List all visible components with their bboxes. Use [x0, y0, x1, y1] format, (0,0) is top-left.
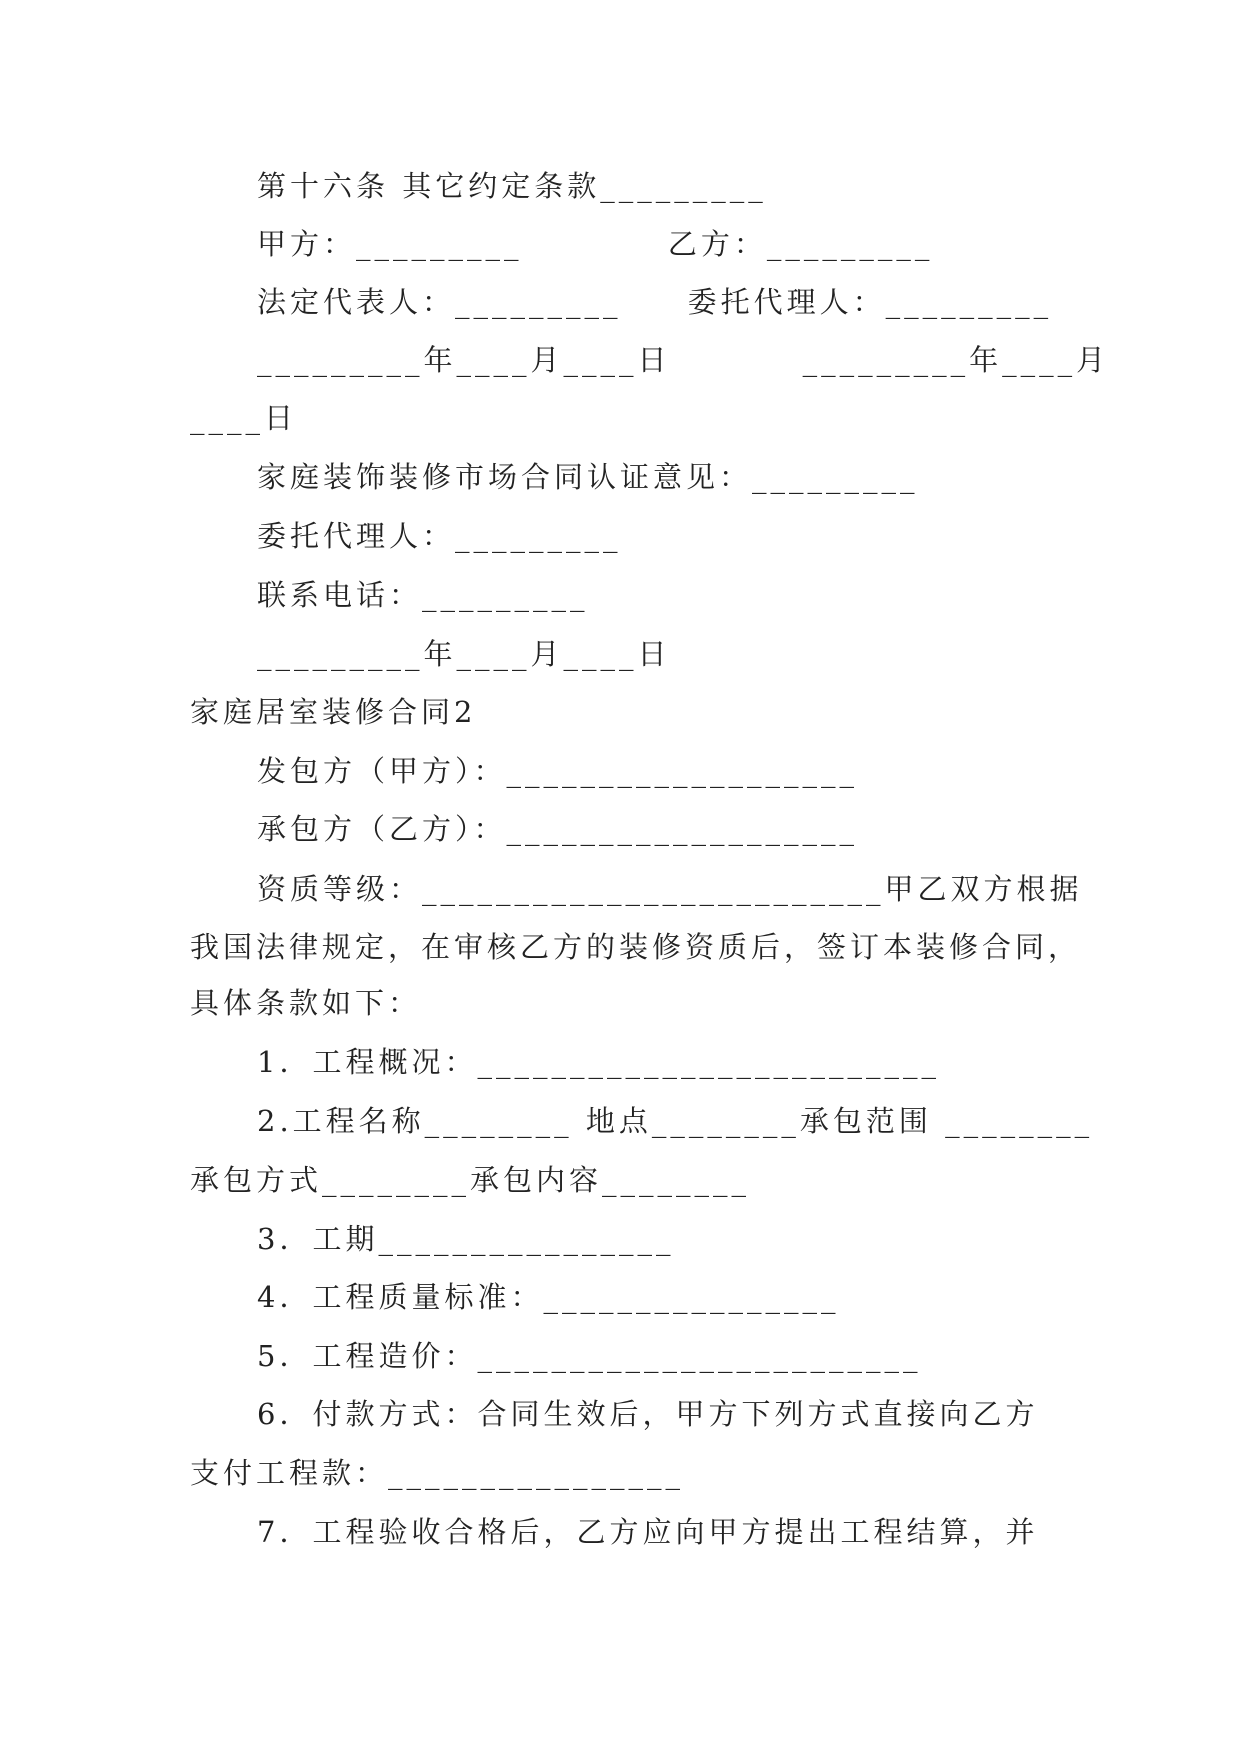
item-6-payment-method: 6．付款方式：合同生效后，甲方下列方式直接向乙方 — [257, 1397, 1039, 1431]
item-2-project-name: 2.工程名称________ 地点________承包范围 ________ — [257, 1104, 1094, 1138]
signing-date-day-wrap: ____日 — [190, 401, 298, 435]
item-2-contract-method: 承包方式________承包内容________ — [190, 1163, 751, 1197]
legal-rep-agent-row: 法定代表人：_________ 委托代理人：_________ — [257, 285, 1053, 319]
item-1-project-overview: 1．工程概况：_________________________ — [257, 1045, 940, 1079]
certification-agent: 委托代理人：_________ — [257, 519, 622, 553]
preamble-text: 我国法律规定，在审核乙方的装修资质后，签订本装修合同， — [190, 930, 1082, 964]
certification-opinion: 家庭装饰装修市场合同认证意见：_________ — [257, 460, 919, 494]
signing-date-row: _________年____月____日 _________年____月 — [257, 343, 1110, 377]
item-6-payment-method-cont: 支付工程款：________________ — [190, 1456, 685, 1490]
contractor-party-b: 承包方（乙方）：___________________ — [257, 812, 859, 846]
employer-party-a: 发包方（甲方）：___________________ — [257, 754, 859, 788]
item-5-project-cost: 5．工程造价：________________________ — [257, 1339, 922, 1373]
contract-2-title: 家庭居室装修合同2 — [190, 695, 477, 729]
qualification-level: 资质等级：_________________________甲乙双方根据 — [257, 872, 1083, 906]
item-4-quality-standard: 4．工程质量标准：________________ — [257, 1280, 840, 1314]
item-3-duration: 3．工期________________ — [257, 1222, 675, 1256]
certification-date: _________年____月____日 — [257, 637, 671, 671]
clause-16-other-terms: 第十六条 其它约定条款_________ — [257, 169, 767, 203]
preamble-text-end: 具体条款如下： — [190, 986, 422, 1020]
party-a-b-signature-row: 甲方：_________ 乙方：_________ — [257, 227, 934, 261]
contact-phone: 联系电话：_________ — [257, 578, 589, 612]
item-7-acceptance: 7．工程验收合格后，乙方应向甲方提出工程结算，并 — [257, 1515, 1039, 1549]
